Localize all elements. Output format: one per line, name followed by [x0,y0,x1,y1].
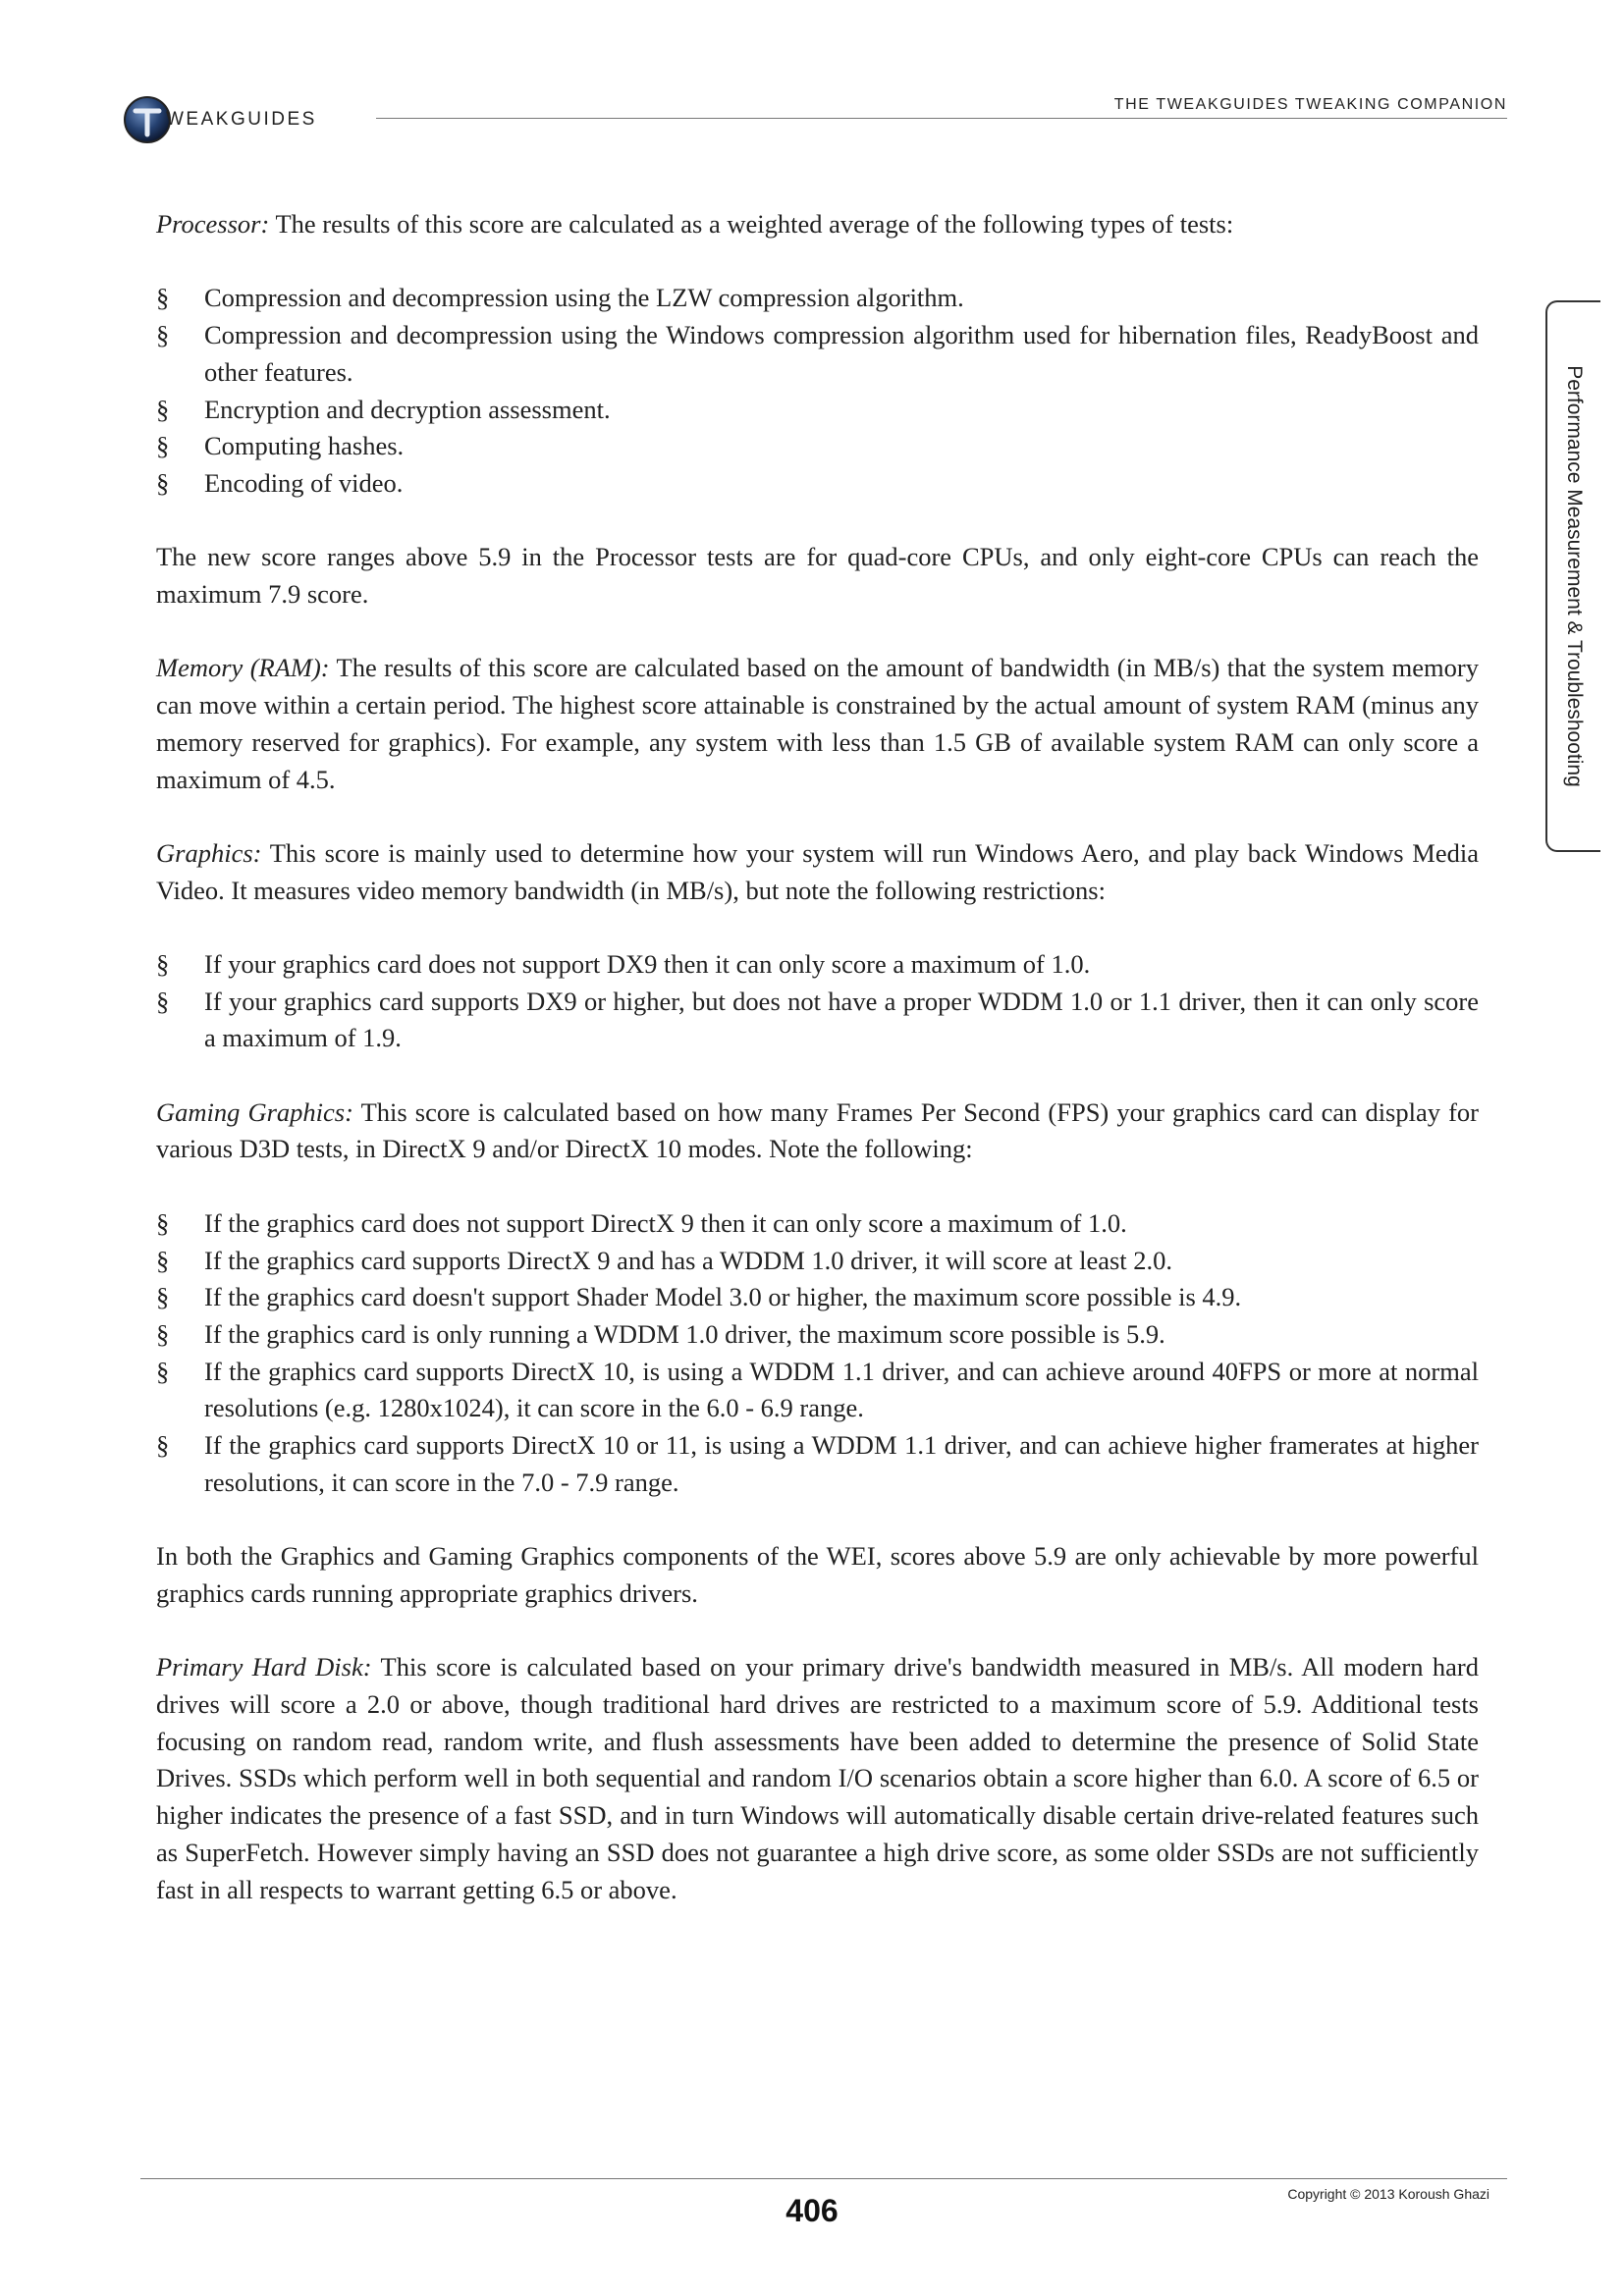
bullet-mark: § [156,1207,170,1238]
gaming-graphics-paragraph [156,1095,1479,1168]
paragraph-text: This score is calculated based on your primary drive's bandwidth measured in MB/s. All modern hard drives will score a 2.0 or above, though traditional hard drives are restricted to a maximum score of 5.9. Additional tests focusing on random read, random write, and flush assessments have been added to determine the presence of Solid State Drives. SSDs which perform well in both sequential and random I/O scenarios obtain a score higher than 6.0. A score of 6.5 or higher indicates the presence of a fast SSD, and in turn Windows will automatically disable certain drive-related features such as SuperFetch. However simply having an SSD does not guarantee a high drive score, as some older SSDs are not sufficiently fast in all respects to warrant getting 6.5 or above. [156,1652,1479,1904]
bullet-mark: § [156,948,170,979]
list-item-text: If the graphics card supports DirectX 10 or 11, is using a WDDM 1.1 driver, and can achieve higher framerates at higher resolutions, it can score in the 7.0 - 7.9 range. [204,1430,1479,1497]
list-item-text: If your graphics card supports DX9 or higher, but does not have a proper WDDM 1.0 or 1.1 driver, then it can only score a maximum of 1.9. [204,986,1479,1053]
copyright-notice: Copyright © 2013 Koroush Ghazi [1287,2186,1489,2202]
term-label: Memory (RAM): [156,653,330,683]
list-item-text: Compression and decompression using the LZW compression algorithm. [204,283,964,313]
header-title: THE TWEAKGUIDES TWEAKING COMPANION [1113,96,1507,113]
hard-disk-paragraph [156,1649,1479,1908]
term-label: Primary Hard Disk: [156,1652,372,1682]
processor-tests-list [156,280,1479,502]
paragraph-text: The results of this score are calculated based on the amount of bandwidth (in MB/s) that the system memory can move within a certain period. The highest score attainable is constrained by the actual amount of system RAM (minus any memory reserved for graphics). For example, any system with less than 1.5 GB of available system RAM can only score a maximum of 4.5. [156,653,1479,794]
footer-divider [140,2178,1507,2179]
list-item-text: If the graphics card supports DirectX 10, is using a WDDM 1.1 driver, and can achieve around 40FPS or more at normal resolutions (e.g. 1280x1024), it can score in the 6.0 - 6.9 range. [204,1356,1479,1423]
term-label: Graphics: [156,837,262,868]
processor-paragraph [156,206,1479,243]
graphics-restrictions-list [156,946,1479,1057]
list-item [156,1243,1479,1280]
list-item-text: Encoding of video. [204,467,404,498]
paragraph-text: The results of this score are calculated as a weighted average of the following types of tests: [269,209,1234,239]
list-item [156,1279,1479,1316]
term-label: Gaming Graphics: [156,1096,353,1127]
list-item [156,465,1479,503]
bullet-mark: § [156,986,170,1016]
bullet-mark: § [156,1282,170,1312]
list-item [156,1205,1479,1243]
list-item [156,1316,1479,1354]
list-item [156,984,1479,1057]
page-number: 406 [785,2193,839,2228]
memory-paragraph [156,650,1479,798]
list-item [156,946,1479,984]
list-item-text: If your graphics card does not support DX9 then it can only score a maximum of 1.0. [204,948,1091,979]
list-item [156,1427,1479,1501]
list-item-text: If the graphics card does not support DirectX 9 then it can only score a maximum of 1.0. [204,1207,1127,1238]
gaming-graphics-list [156,1205,1479,1502]
processor-note-paragraph: The new score ranges above 5.9 in the Processor tests are for quad-core CPUs, and only eight-core CPUs can reach the maximum 7.9 score. [156,542,1479,609]
paragraph-text: This score is mainly used to determine how your system will run Windows Aero, and play back Windows Media Video. It measures video memory bandwidth (in MB/s), but note the following restrictions: [156,837,1479,905]
list-item-text: If the graphics card is only running a WDDM 1.0 driver, the maximum score possible is 5.9. [204,1318,1165,1349]
list-item-text: Encryption and decryption assessment. [204,394,611,424]
side-tab-label: Performance Measurement & Troubleshooting [1563,365,1586,787]
bullet-mark: § [156,394,170,424]
list-item [156,1354,1479,1427]
list-item [156,317,1479,391]
paragraph-text: This score is calculated based on how many Frames Per Second (FPS) your graphics card can display for various D3D tests, in DirectX 9 and/or DirectX 10 modes. Note the following: [156,1096,1479,1164]
list-item-text: If the graphics card supports DirectX 9 and has a WDDM 1.0 driver, it will score at least 2.0. [204,1245,1173,1275]
bullet-mark: § [156,283,170,313]
bullet-mark: § [156,1356,170,1386]
tweakguides-logo-icon [123,95,172,144]
logo-text: WEAKGUIDES [166,109,317,130]
graphics-note-paragraph: In both the Graphics and Gaming Graphics components of the WEI, scores above 5.9 are only achievable by more powerful graphics cards running appropriate graphics drivers. [156,1541,1479,1608]
bullet-mark: § [156,467,170,498]
list-item-text: Computing hashes. [204,431,405,461]
page-header [123,93,1507,148]
section-side-tab [1545,300,1600,852]
list-item-text: Compression and decompression using the Windows compression algorithm used for hibernation files, ReadyBoost and other features. [204,320,1479,387]
list-item [156,280,1479,317]
term-label: Processor: [156,209,270,239]
graphics-paragraph [156,835,1479,909]
list-item-text: If the graphics card doesn't support Shader Model 3.0 or higher, the maximum score possible is 4.9. [204,1282,1242,1312]
bullet-mark: § [156,431,170,461]
list-item [156,392,1479,429]
bullet-mark: § [156,1318,170,1349]
header-divider [376,118,1507,119]
page-content [156,206,1479,1946]
bullet-mark: § [156,320,170,350]
bullet-mark: § [156,1245,170,1275]
list-item [156,428,1479,465]
bullet-mark: § [156,1430,170,1461]
